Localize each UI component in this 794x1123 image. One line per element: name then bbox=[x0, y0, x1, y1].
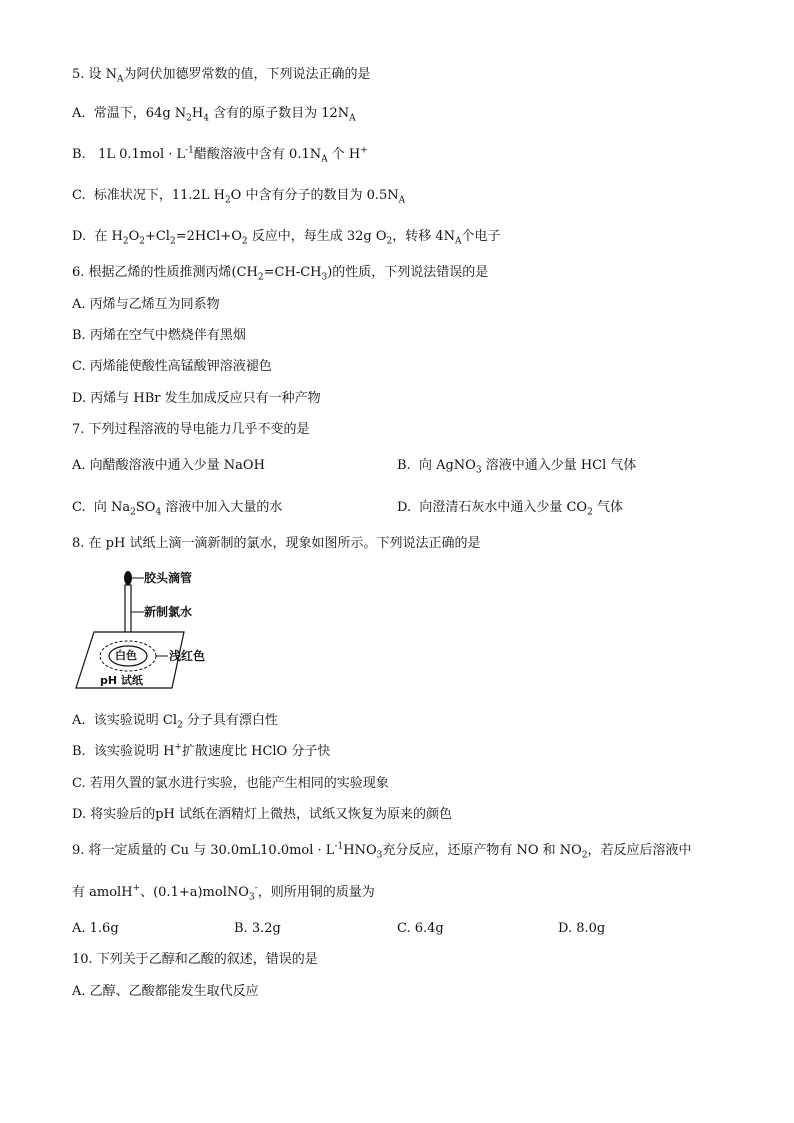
q5-option-d: D. 在 $H_2O_2+Cl_2=2HCl+O_2$ 反应中，每生成 32g $O_2$，转移 $4N_A$个电子 bbox=[72, 229, 501, 247]
q9-option-d: D. 8.0g bbox=[558, 921, 606, 936]
q7-option-b: B. 向 AgNO$_3$ 溶液中通入少量 HCl 气体 bbox=[397, 458, 637, 476]
q7-option-a: A. 向醋酸溶液中通入少量 NaOH bbox=[72, 458, 265, 473]
q5-option-a: A. 常温下，64g $N_2H_4$ 含有的原子数目为 $12N_A$ bbox=[72, 106, 356, 124]
q9-option-a: A. 1.6g bbox=[72, 921, 119, 936]
q9-option-b: B. 3.2g bbox=[234, 921, 281, 936]
q8-stem: 8. 在 pH 试纸上滴一滴新制的氯水，现象如图所示。下列说法正确的是 bbox=[72, 536, 481, 551]
label-ph-paper: pH 试纸 bbox=[100, 674, 143, 687]
q5-option-c: C. 标准状况下，11.2L $H_2O$ 中含有分子的数目为 $0.5N_A$ bbox=[72, 188, 406, 206]
label-light-red: 浅红色 bbox=[169, 649, 206, 663]
q5-stem: 5. 设 $N_A$为阿伏加德罗常数的值，下列说法正确的是 bbox=[72, 67, 371, 85]
q10-option-a: A. 乙醇、乙酸都能发生取代反应 bbox=[72, 984, 259, 999]
q8-option-c: C. 若用久置的氯水进行实验，也能产生相同的实验现象 bbox=[72, 776, 389, 791]
label-chlorine-water: 新制氯水 bbox=[144, 605, 193, 619]
label-white: 白色 bbox=[115, 649, 137, 662]
q8-option-d: D. 将实验后的pH 试纸在酒精灯上微热，试纸又恢复为原来的颜色 bbox=[72, 807, 453, 822]
q9-option-c: C. 6.4g bbox=[397, 921, 444, 936]
q10-stem: 10. 下列关于乙醇和乙酸的叙述，错误的是 bbox=[72, 952, 318, 967]
dropper-bulb bbox=[124, 571, 132, 585]
label-dropper: 胶头滴管 bbox=[144, 571, 193, 585]
q8-option-b: B. 该实验说明 H+扩散速度比 HClO 分子快 bbox=[72, 742, 331, 759]
ph-paper-figure bbox=[72, 566, 242, 696]
q8-option-a: A. 该实验说明 $Cl_2$ 分子具有漂白性 bbox=[72, 713, 278, 731]
q6-option-c: C. 丙烯能使酸性高锰酸钾溶液褪色 bbox=[72, 359, 272, 374]
q6-stem: 6. 根据乙烯的性质推测丙烯$(CH_2=CH-CH_3)$的性质，下列说法错误的是 bbox=[72, 265, 489, 283]
q6-option-d: D. 丙烯与 HBr 发生加成反应只有一种产物 bbox=[72, 391, 321, 406]
q6-option-b: B. 丙烯在空气中燃烧伴有黑烟 bbox=[72, 328, 246, 343]
q6-option-a: A. 丙烯与乙烯互为同系物 bbox=[72, 297, 220, 312]
q5-option-b: B. 1L $0.1mol \cdot L^{-1}$醋酸溶液中含有 $0.1N_A$ 个 H+ bbox=[72, 145, 368, 165]
q9-stem-line2: 有 amolH+、(0.1+a)molNO$_3$-，则所用铜的质量为 bbox=[72, 883, 375, 903]
q9-stem-line1: 9. 将一定质量的 Cu 与 $30.0mL10.0mol \cdot L^{-1}HNO_3$充分反应，还原产物有 NO 和 $NO_2$，若反应后溶液中 bbox=[72, 841, 692, 861]
q7-option-c: C. 向 $Na_2SO_4$ 溶液中加入大量的水 bbox=[72, 500, 283, 518]
q7-stem: 7. 下列过程溶液的导电能力几乎不变的是 bbox=[72, 422, 310, 437]
q7-option-d: D. 向澄清石灰水中通入少量 $CO_2$ 气体 bbox=[397, 500, 623, 518]
